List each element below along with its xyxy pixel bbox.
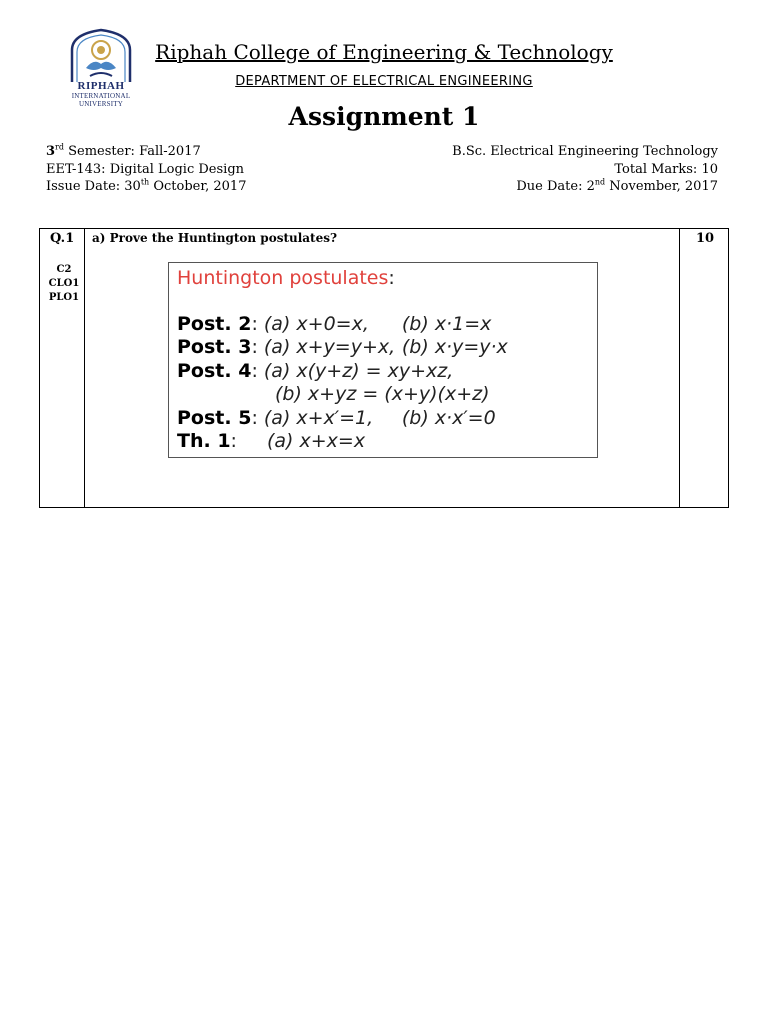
assignment-title: Assignment 1 bbox=[288, 102, 480, 131]
huntington-figure bbox=[168, 262, 598, 458]
column-divider bbox=[679, 229, 680, 507]
semester-info: 3rd Semester: Fall-2017 bbox=[46, 142, 201, 159]
course-info: EET-143: Digital Logic Design bbox=[46, 162, 245, 177]
postulate-line: Post. 4: (a) x(y+z) = xy+xz, bbox=[177, 360, 454, 382]
postulate-line: Post. 5: (a) x+x′=1, (b) x·x′=0 bbox=[177, 407, 496, 429]
postulate-line: Post. 2: (a) x+0=x, (b) x·1=x bbox=[177, 313, 492, 335]
question-table bbox=[39, 228, 729, 508]
issue-date: Issue Date: 30th October, 2017 bbox=[46, 177, 247, 194]
college-title: Riphah College of Engineering & Technology bbox=[155, 40, 613, 64]
postulate-line: Post. 3: (a) x+y=y+x, (b) x·y=y·x bbox=[177, 336, 508, 358]
column-divider bbox=[84, 229, 85, 507]
postulate-line: (b) x+yz = (x+y)(x+z) bbox=[275, 383, 490, 405]
question-marks: 10 bbox=[696, 231, 715, 246]
tag-clo: CLO1 bbox=[48, 278, 80, 289]
theorem-line: Th. 1: (a) x+x=x bbox=[177, 430, 366, 452]
tag-plo: PLO1 bbox=[48, 292, 80, 303]
department-title: DEPARTMENT OF ELECTRICAL ENGINEERING bbox=[235, 74, 533, 89]
due-date: Due Date: 2nd November, 2017 bbox=[516, 177, 718, 194]
total-marks: Total Marks: 10 bbox=[614, 162, 718, 177]
program-info: B.Sc. Electrical Engineering Technology bbox=[452, 144, 718, 159]
logo-line3: UNIVERSITY bbox=[79, 100, 123, 108]
question-tags bbox=[46, 263, 82, 305]
tag-cognitive: C2 bbox=[56, 264, 72, 275]
figure-title: Huntington postulates: bbox=[177, 267, 395, 289]
question-text: a) Prove the Huntington postulates? bbox=[92, 231, 338, 245]
question-number: Q.1 bbox=[50, 231, 75, 246]
logo-name: RIPHAH bbox=[77, 80, 125, 92]
logo-line2: INTERNATIONAL bbox=[71, 92, 131, 100]
